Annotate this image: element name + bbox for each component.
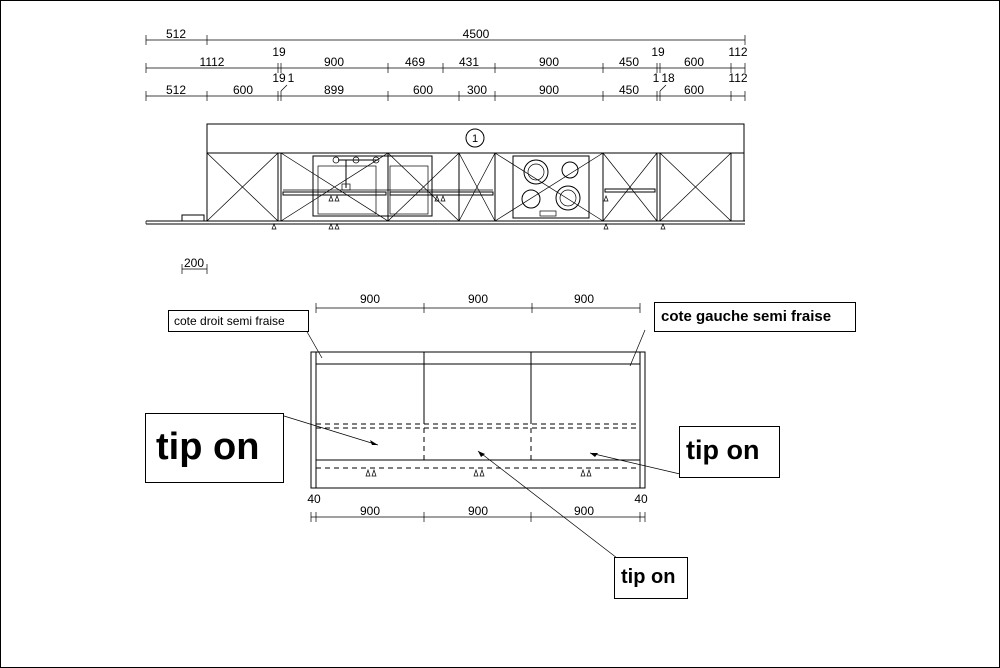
dim-label: 900 [323, 55, 345, 69]
dim-label: 900 [573, 504, 595, 518]
handle-rail [283, 192, 386, 195]
dim-label: 900 [538, 55, 560, 69]
dim-label: 900 [573, 292, 595, 306]
scale-bar [182, 256, 207, 274]
dim-label: 512 [165, 83, 187, 97]
dim-label: 900 [359, 292, 381, 306]
dim-label: 4500 [462, 27, 490, 41]
scale-bar-label: 200 [183, 256, 205, 270]
dim-label: 19 [651, 45, 665, 59]
dim-label: 1 [652, 71, 660, 85]
dim-label: 112 [728, 71, 748, 85]
dim-label: 900 [467, 292, 489, 306]
dim-label: 600 [683, 55, 705, 69]
leader-line [590, 453, 680, 474]
leader-line [630, 330, 645, 366]
dim-label: 899 [323, 83, 345, 97]
sink-outline [313, 156, 432, 216]
elevation-marker-label: 1 [471, 133, 479, 145]
dim-label: 431 [458, 55, 480, 69]
dimension-row-3 [146, 71, 748, 101]
side-dim-left: 40 [307, 492, 321, 506]
dim-label: 19 [272, 45, 286, 59]
dim-label: 600 [412, 83, 434, 97]
burner-icon [524, 160, 548, 184]
dim-label: 1112 [199, 55, 225, 69]
dimension-row-1 [146, 27, 745, 45]
handle-rail [390, 192, 493, 195]
dimension-row-2 [146, 45, 748, 73]
cooktop-outline [513, 156, 589, 218]
side-dim-right: 40 [634, 492, 648, 506]
dim-label: 450 [618, 55, 640, 69]
leader-line [284, 416, 378, 445]
annotation-cote-gauche: cote gauche semi fraise [654, 302, 856, 332]
leader-line [478, 451, 617, 558]
dim-label: 600 [683, 83, 705, 97]
dim-label: 900 [538, 83, 560, 97]
burner-icon [556, 186, 580, 210]
burner-icon [522, 190, 540, 208]
dim-label: 112 [728, 45, 748, 59]
dim-label: 19 [272, 71, 286, 85]
dim-label: 900 [467, 504, 489, 518]
kitchen-elevation [146, 124, 745, 274]
dim-label: 900 [359, 504, 381, 518]
annotation-cote-droit: cote droit semi fraise [168, 310, 309, 332]
leader-line [306, 330, 322, 358]
dim-label: 600 [232, 83, 254, 97]
plan-detail [284, 292, 680, 558]
dim-label: 469 [404, 55, 426, 69]
annotation-tip-on-large: tip on [145, 413, 284, 483]
annotation-tip-on-right: tip on [679, 426, 780, 478]
dim-label: 300 [466, 83, 488, 97]
dim-label: 450 [618, 83, 640, 97]
annotation-tip-on-bottom: tip on [614, 557, 688, 599]
dim-label: 18 [661, 71, 675, 85]
dim-label: 1 [287, 71, 295, 85]
dim-label: 512 [165, 27, 187, 41]
cabinet-run [207, 153, 744, 221]
